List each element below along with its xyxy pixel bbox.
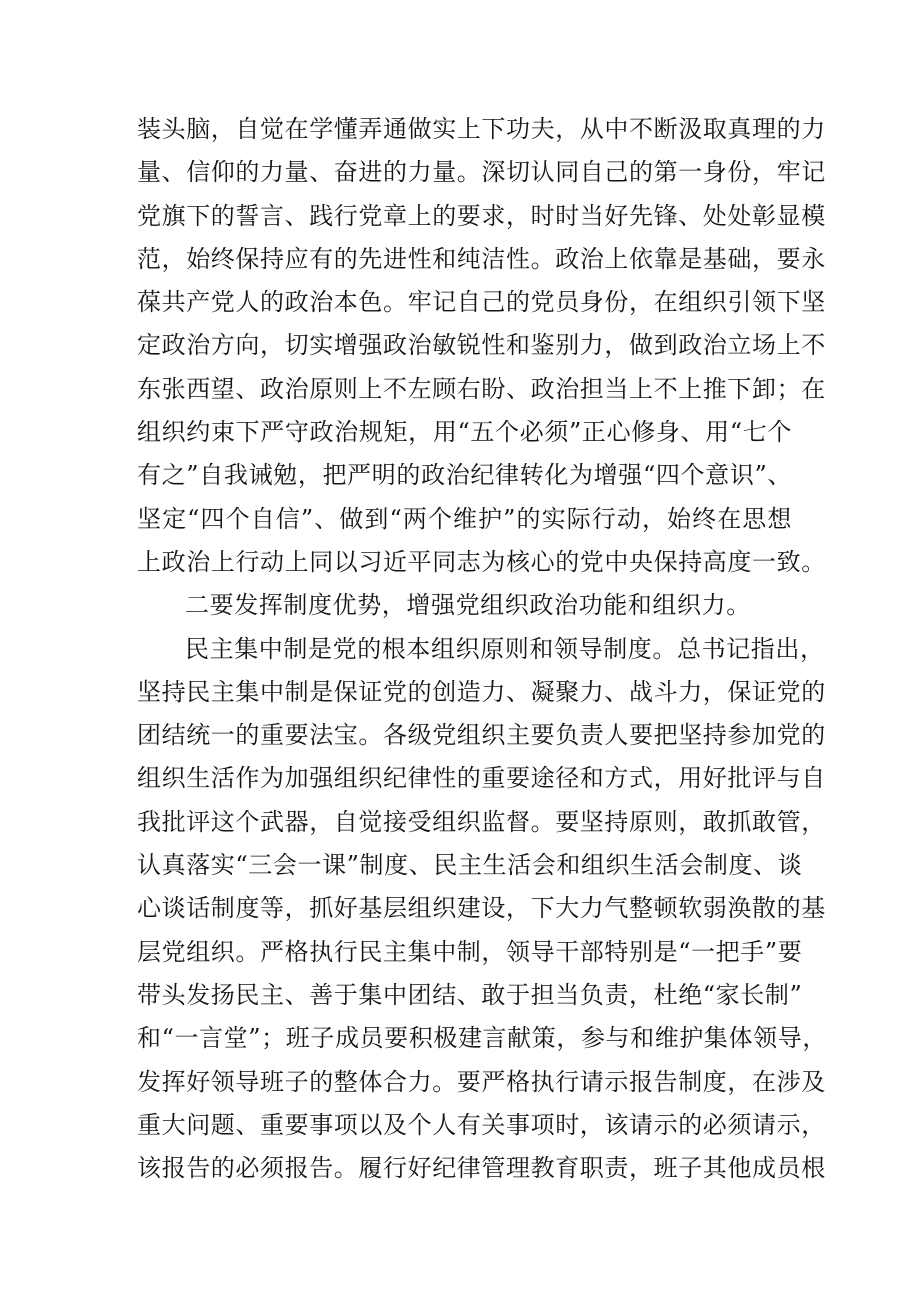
text-line: 范，始终保持应有的先进性和纯洁性。政治上依靠是基础，要永 xyxy=(137,244,826,273)
text-line: 装头脑，自觉在学懂弄通做实上下功夫，从中不断汲取真理的力 xyxy=(137,115,826,143)
text-line: 团结统一的重要法宝。各级党组织主要负责人要把坚持参加党的 xyxy=(137,721,826,750)
text-line: 坚持民主集中制是保证党的创造力、凝聚力、战斗力，保证党的 xyxy=(137,677,826,706)
text-line: 发挥好领导班子的整体合力。要严格执行请示报告制度，在涉及 xyxy=(137,1067,826,1096)
text-line: 组织约束下严守政治规矩，用“五个必须”正心修身、用“七个 xyxy=(137,418,792,447)
text-line: 定政治方向，切实增强政治敏锐性和鉴别力，做到政治立场上不 xyxy=(137,331,826,360)
text-line: 带头发扬民主、善于集中团结、敢于担当负责，杜绝“家长制” xyxy=(137,980,803,1009)
text-line: 党旗下的誓言、践行党章上的要求，时时当好先锋、处处彰显模 xyxy=(137,201,826,230)
text-line: 心谈话制度等，抓好基层组织建设，下大力气整顿软弱涣散的基 xyxy=(137,894,826,923)
text-line: 葆共产党人的政治本色。牢记自己的党员身份，在组织引领下坚 xyxy=(137,288,826,317)
text-line: 有之”自我诫勉，把严明的政治纪律转化为增强“四个意识”、 xyxy=(137,461,792,490)
text-line: 组织生活作为加强组织纪律性的重要途径和方式，用好批评与自 xyxy=(137,764,826,793)
text-line: 东张西望、政治原则上不左顾右盼、政治担当上不上推下卸；在 xyxy=(137,374,826,403)
text-line: 量、信仰的力量、奋进的力量。深切认同自己的第一身份，牢记 xyxy=(137,158,826,187)
text-line: 坚定“四个自信”、做到“两个维护”的实际行动，始终在思想 xyxy=(137,504,792,533)
text-line: 上政治上行动上同以习近平同志为核心的党中央保持高度一致。 xyxy=(137,547,826,576)
paragraph-first-line: 民主集中制是党的根本组织原则和领导制度。总书记指出， xyxy=(185,634,825,663)
text-line: 我批评这个武器，自觉接受组织监督。要坚持原则，敢抓敢管， xyxy=(137,807,826,836)
text-line: 和“一言堂”；班子成员要积极建言献策，参与和维护集体领导， xyxy=(137,1024,827,1053)
text-line: 层党组织。严格执行民主集中制，领导干部特别是“一把手”要 xyxy=(137,937,803,966)
text-line: 该报告的必须报告。履行好纪律管理教育职责，班子其他成员根 xyxy=(137,1154,826,1183)
text-line: 重大问题、重要事项以及个人有关事项时，该请示的必须请示， xyxy=(137,1110,826,1139)
body-text xyxy=(137,108,827,1190)
section-heading: 二要发挥制度优势，增强党组织政治功能和组织力。 xyxy=(185,591,751,620)
text-line: 认真落实“三会一课”制度、民主生活会和组织生活会制度、谈 xyxy=(137,851,803,880)
